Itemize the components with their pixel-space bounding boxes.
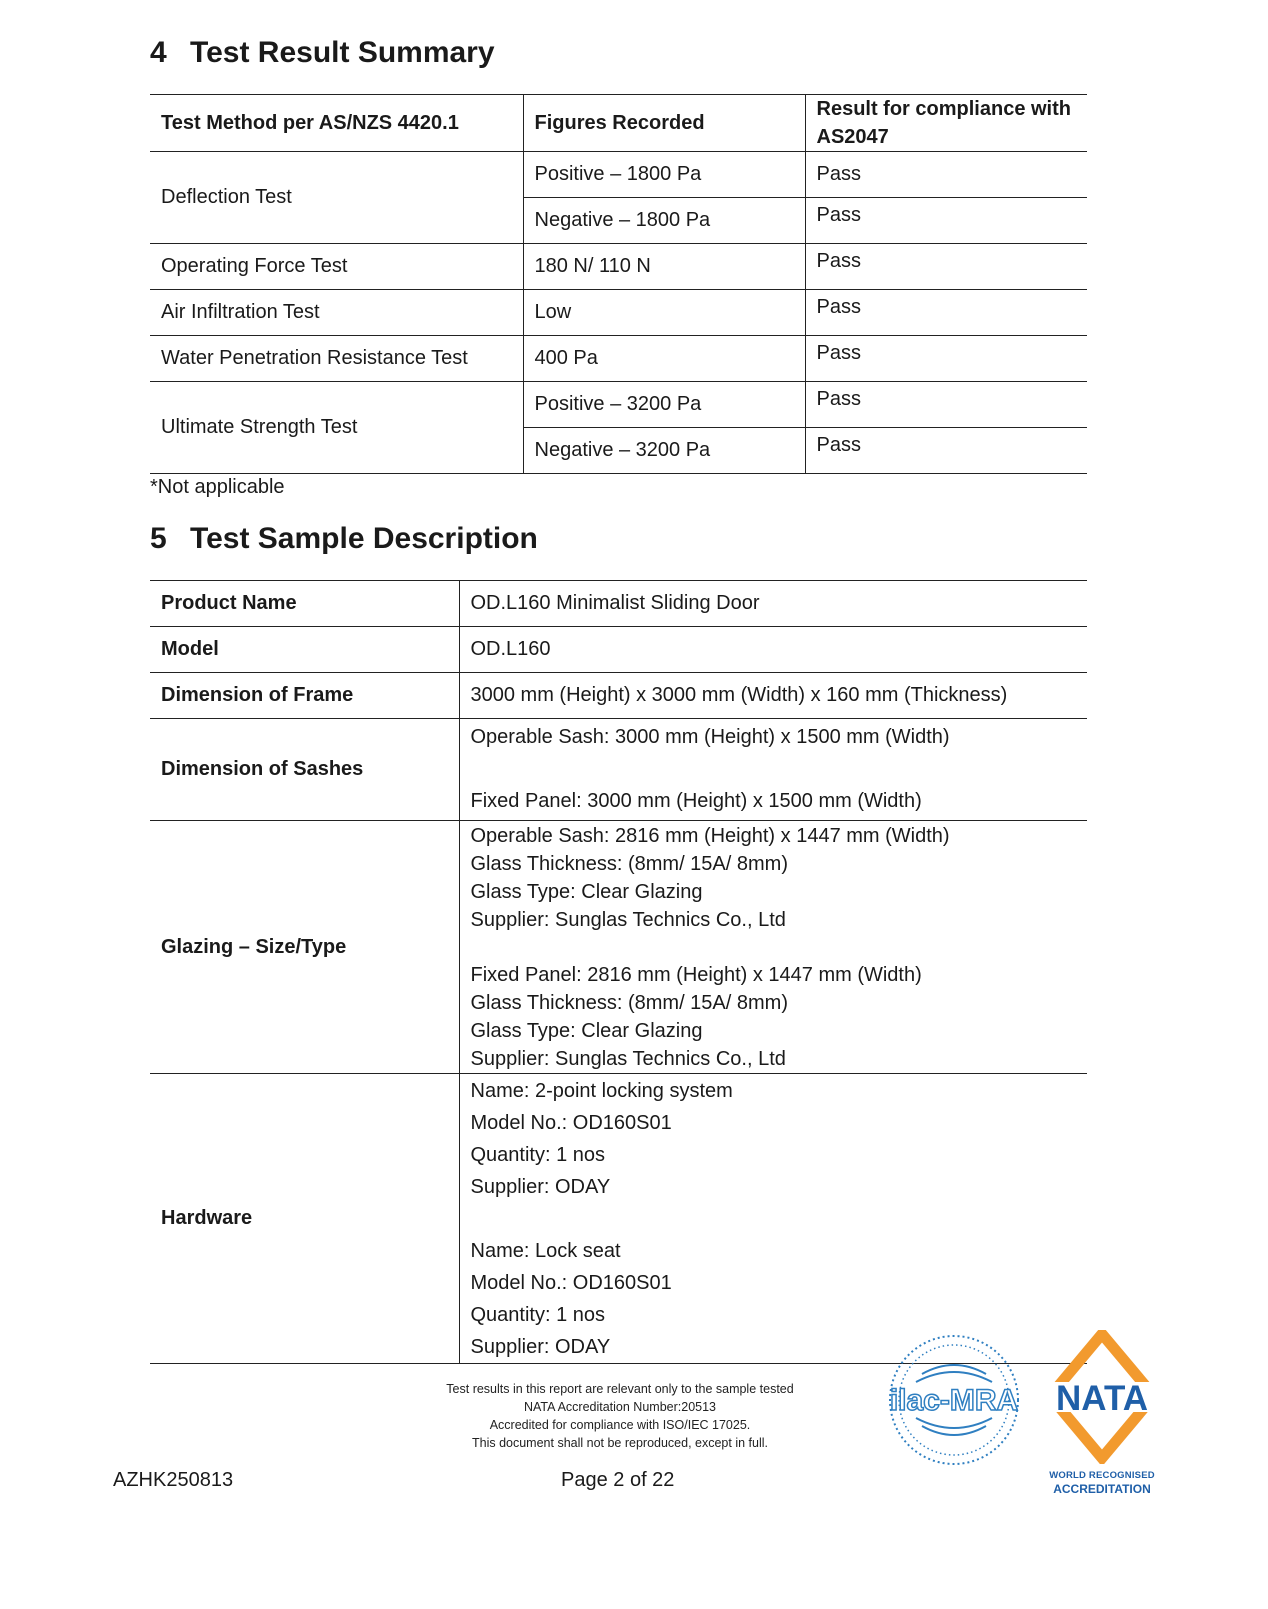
result-cell: Pass (805, 198, 1087, 244)
hardware-line: Model No.: OD160S01 (470, 1271, 672, 1294)
result-cell: Pass (805, 290, 1087, 336)
figure-cell: 400 Pa (523, 336, 805, 382)
hardware-line: Quantity: 1 nos (470, 1143, 606, 1166)
value-glazing (459, 821, 1087, 1074)
nata-diamond-icon (1046, 1330, 1158, 1464)
footer-line: Test results in this report are relevant only to the sample tested (446, 1382, 794, 1396)
section-number: 5 (150, 522, 167, 555)
table-row (150, 821, 1087, 1074)
table-row (150, 627, 1087, 673)
method-operating-force: Operating Force Test (150, 244, 523, 290)
result-cell: Pass (805, 152, 1087, 198)
method-deflection: Deflection Test (150, 152, 523, 244)
result-cell: Pass (805, 244, 1087, 290)
glazing-line: Glass Type: Clear Glazing (470, 881, 703, 903)
label-product-name: Product Name (150, 581, 459, 627)
table-row (150, 581, 1087, 627)
section-title: Test Result Summary (190, 36, 495, 69)
table-row (150, 1074, 1087, 1364)
figure-cell: Negative – 1800 Pa (523, 198, 805, 244)
value-model: OD.L160 (459, 627, 1087, 673)
section-title: Test Sample Description (190, 522, 538, 555)
figure-cell: Negative – 3200 Pa (523, 428, 805, 474)
table-row (150, 336, 1087, 382)
glazing-line: Fixed Panel: 2816 mm (Height) x 1447 mm (Width) (470, 964, 922, 986)
table-row (150, 673, 1087, 719)
hardware-line: Quantity: 1 nos (470, 1303, 606, 1326)
ilac-mra-logo-icon (886, 1332, 1022, 1468)
not-applicable-note: *Not applicable (150, 476, 285, 498)
hardware-line: Model No.: OD160S01 (470, 1111, 672, 1134)
section-number: 4 (150, 36, 167, 69)
ilac-text: ilac-MRA (889, 1384, 1019, 1417)
label-model: Model (150, 627, 459, 673)
nata-sub1: WORLD RECOGNISED (1049, 1470, 1155, 1481)
result-cell: Pass (805, 336, 1087, 382)
hardware-line: Name: 2-point locking system (470, 1079, 733, 1102)
section-4-heading (150, 36, 495, 70)
header-test-method: Test Method per AS/NZS 4420.1 (150, 95, 523, 152)
footer-line: This document shall not be reproduced, except in full. (471, 1436, 768, 1450)
nata-text: NATA (1055, 1379, 1149, 1418)
test-result-table (150, 94, 1087, 474)
label-frame: Dimension of Frame (150, 673, 459, 719)
label-hardware: Hardware (150, 1074, 459, 1364)
footer-line: NATA Accreditation Number:20513 (524, 1400, 716, 1414)
method-ultimate-strength: Ultimate Strength Test (150, 382, 523, 474)
hardware-line: Supplier: ODAY (470, 1175, 611, 1198)
sample-description-table (150, 580, 1087, 1364)
section-5-heading (150, 522, 538, 556)
result-cell: Pass (805, 382, 1087, 428)
table-row (150, 244, 1087, 290)
table-row (150, 290, 1087, 336)
table-row (150, 382, 1087, 428)
nata-logo (1046, 1330, 1158, 1498)
glazing-line: Glass Thickness: (8mm/ 15A/ 8mm) (470, 992, 788, 1014)
method-air-infiltration: Air Infiltration Test (150, 290, 523, 336)
sash-fixed: Fixed Panel: 3000 mm (Height) x 1500 mm (Width) (470, 789, 922, 812)
footer-line: Accredited for compliance with ISO/IEC 17025. (489, 1418, 751, 1432)
table-row (150, 152, 1087, 198)
figure-cell: 180 N/ 110 N (523, 244, 805, 290)
glazing-line: Glass Type: Clear Glazing (470, 1020, 703, 1042)
report-id: AZHK250813 (113, 1469, 234, 1491)
page-number: Page 2 of 22 (561, 1469, 675, 1491)
glazing-line: Supplier: Sunglas Technics Co., Ltd (470, 909, 786, 931)
value-frame: 3000 mm (Height) x 3000 mm (Width) x 160 mm (Thickness) (459, 673, 1087, 719)
header-figures-recorded: Figures Recorded (523, 95, 805, 152)
label-glazing: Glazing – Size/Type (150, 821, 459, 1074)
footer-disclaimer (420, 1380, 820, 1452)
nata-sub2: ACCREDITATION (1053, 1482, 1151, 1496)
result-cell: Pass (805, 428, 1087, 474)
method-water-penetration: Water Penetration Resistance Test (150, 336, 523, 382)
value-hardware (459, 1074, 1087, 1364)
hardware-line: Supplier: ODAY (470, 1335, 611, 1358)
figure-cell: Low (523, 290, 805, 336)
value-product-name: OD.L160 Minimalist Sliding Door (459, 581, 1087, 627)
table-row (150, 719, 1087, 821)
sash-operable: Operable Sash: 3000 mm (Height) x 1500 mm (Width) (470, 725, 950, 748)
figure-cell: Positive – 1800 Pa (523, 152, 805, 198)
ilac-mra-logo (886, 1332, 1022, 1468)
glazing-line: Operable Sash: 2816 mm (Height) x 1447 mm (Width) (470, 825, 950, 847)
glazing-line: Supplier: Sunglas Technics Co., Ltd (470, 1048, 786, 1070)
table-header-row (150, 95, 1087, 152)
header-result: Result for compliance with AS2047 (805, 95, 1087, 152)
label-sashes: Dimension of Sashes (150, 719, 459, 821)
figure-cell: Positive – 3200 Pa (523, 382, 805, 428)
hardware-line: Name: Lock seat (470, 1239, 621, 1262)
glazing-line: Glass Thickness: (8mm/ 15A/ 8mm) (470, 853, 788, 875)
value-sashes (459, 719, 1087, 821)
